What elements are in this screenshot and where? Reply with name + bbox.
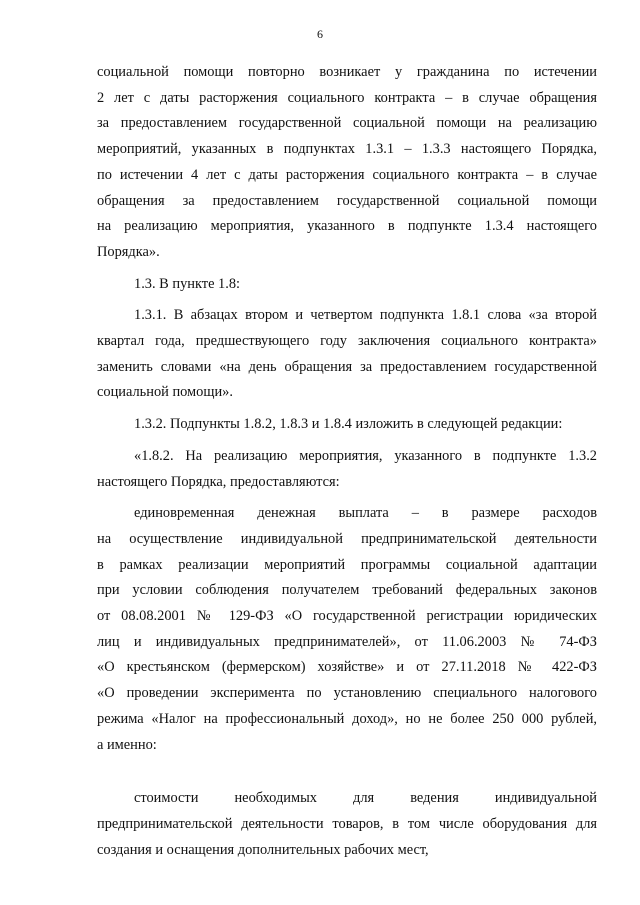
text-line: в рамках реализации мероприятий программы социальной адаптации (97, 556, 597, 573)
document-body (97, 60, 597, 863)
text-line: «О проведении эксперимента по установлению специального налогового (97, 685, 597, 702)
text-line: квартал года, предшествующего году заключения социального контракта» (97, 333, 597, 350)
text-line: настоящего Порядка, предоставляются: (97, 473, 340, 490)
paragraph (97, 60, 597, 266)
text-line: а именно: (97, 736, 157, 753)
text-line: на осуществление индивидуальной предпринимательской деятельности (97, 530, 597, 547)
paragraph (97, 444, 597, 495)
text-line: обращения за предоставлением государственной социальной помощи (97, 192, 597, 209)
text-line: «О крестьянском (фермерском) хозяйстве» и от 27.11.2018 № 422-ФЗ (97, 659, 597, 676)
text-line: заменить словами «на день обращения за предоставлением государственной (97, 358, 597, 375)
text-line: стоимости необходимых для ведения индивидуальной (134, 790, 597, 807)
text-line: от 08.08.2001 № 129-ФЗ «О государственной регистрации юридических (97, 608, 597, 625)
text-line: единовременная денежная выплата – в размере расходов (134, 505, 597, 522)
text-line: 2 лет с даты расторжения социального контракта – в случае обращения (97, 89, 597, 106)
text-line: 1.3.1. В абзацах втором и четвертом подпункта 1.8.1 слова «за второй (134, 307, 597, 324)
paragraph (97, 786, 597, 863)
text-line: создания и оснащения дополнительных рабочих мест, (97, 841, 429, 858)
text-line: социальной помощи». (97, 384, 233, 401)
text-line: по истечении 4 лет с даты расторжения социального контракта – в случае (97, 166, 597, 183)
text-line: Порядка». (97, 243, 160, 260)
page-number: 6 (317, 27, 323, 41)
paragraph (97, 272, 597, 298)
text-line: 1.3.2. Подпункты 1.8.2, 1.8.3 и 1.8.4 изложить в следующей редакции: (134, 416, 563, 433)
text-line: за предоставлением государственной социальной помощи на реализацию (97, 115, 597, 132)
paragraph (97, 501, 597, 758)
text-line: мероприятий, указанных в подпунктах 1.3.1 – 1.3.3 настоящего Порядка, (97, 141, 597, 158)
text-line: лиц и индивидуальных предпринимателей», от 11.06.2003 № 74-ФЗ (97, 633, 597, 650)
text-line: социальной помощи повторно возникает у гражданина по истечении (97, 64, 597, 80)
text-line: на реализацию мероприятия, указанного в подпункте 1.3.4 настоящего (97, 218, 597, 235)
text-line: режима «Налог на профессиональный доход», но не более 250 000 рублей, (97, 710, 597, 727)
text-line: 1.3. В пункте 1.8: (134, 275, 241, 292)
text-line: «1.8.2. На реализацию мероприятия, указанного в подпункте 1.3.2 (134, 447, 597, 464)
text-line: предпринимательской деятельности товаров, в том числе оборудования для (97, 815, 597, 832)
paragraph (97, 412, 597, 438)
text-line: при условии соблюдения получателем требований федеральных законов (97, 582, 597, 599)
paragraph (97, 303, 597, 406)
